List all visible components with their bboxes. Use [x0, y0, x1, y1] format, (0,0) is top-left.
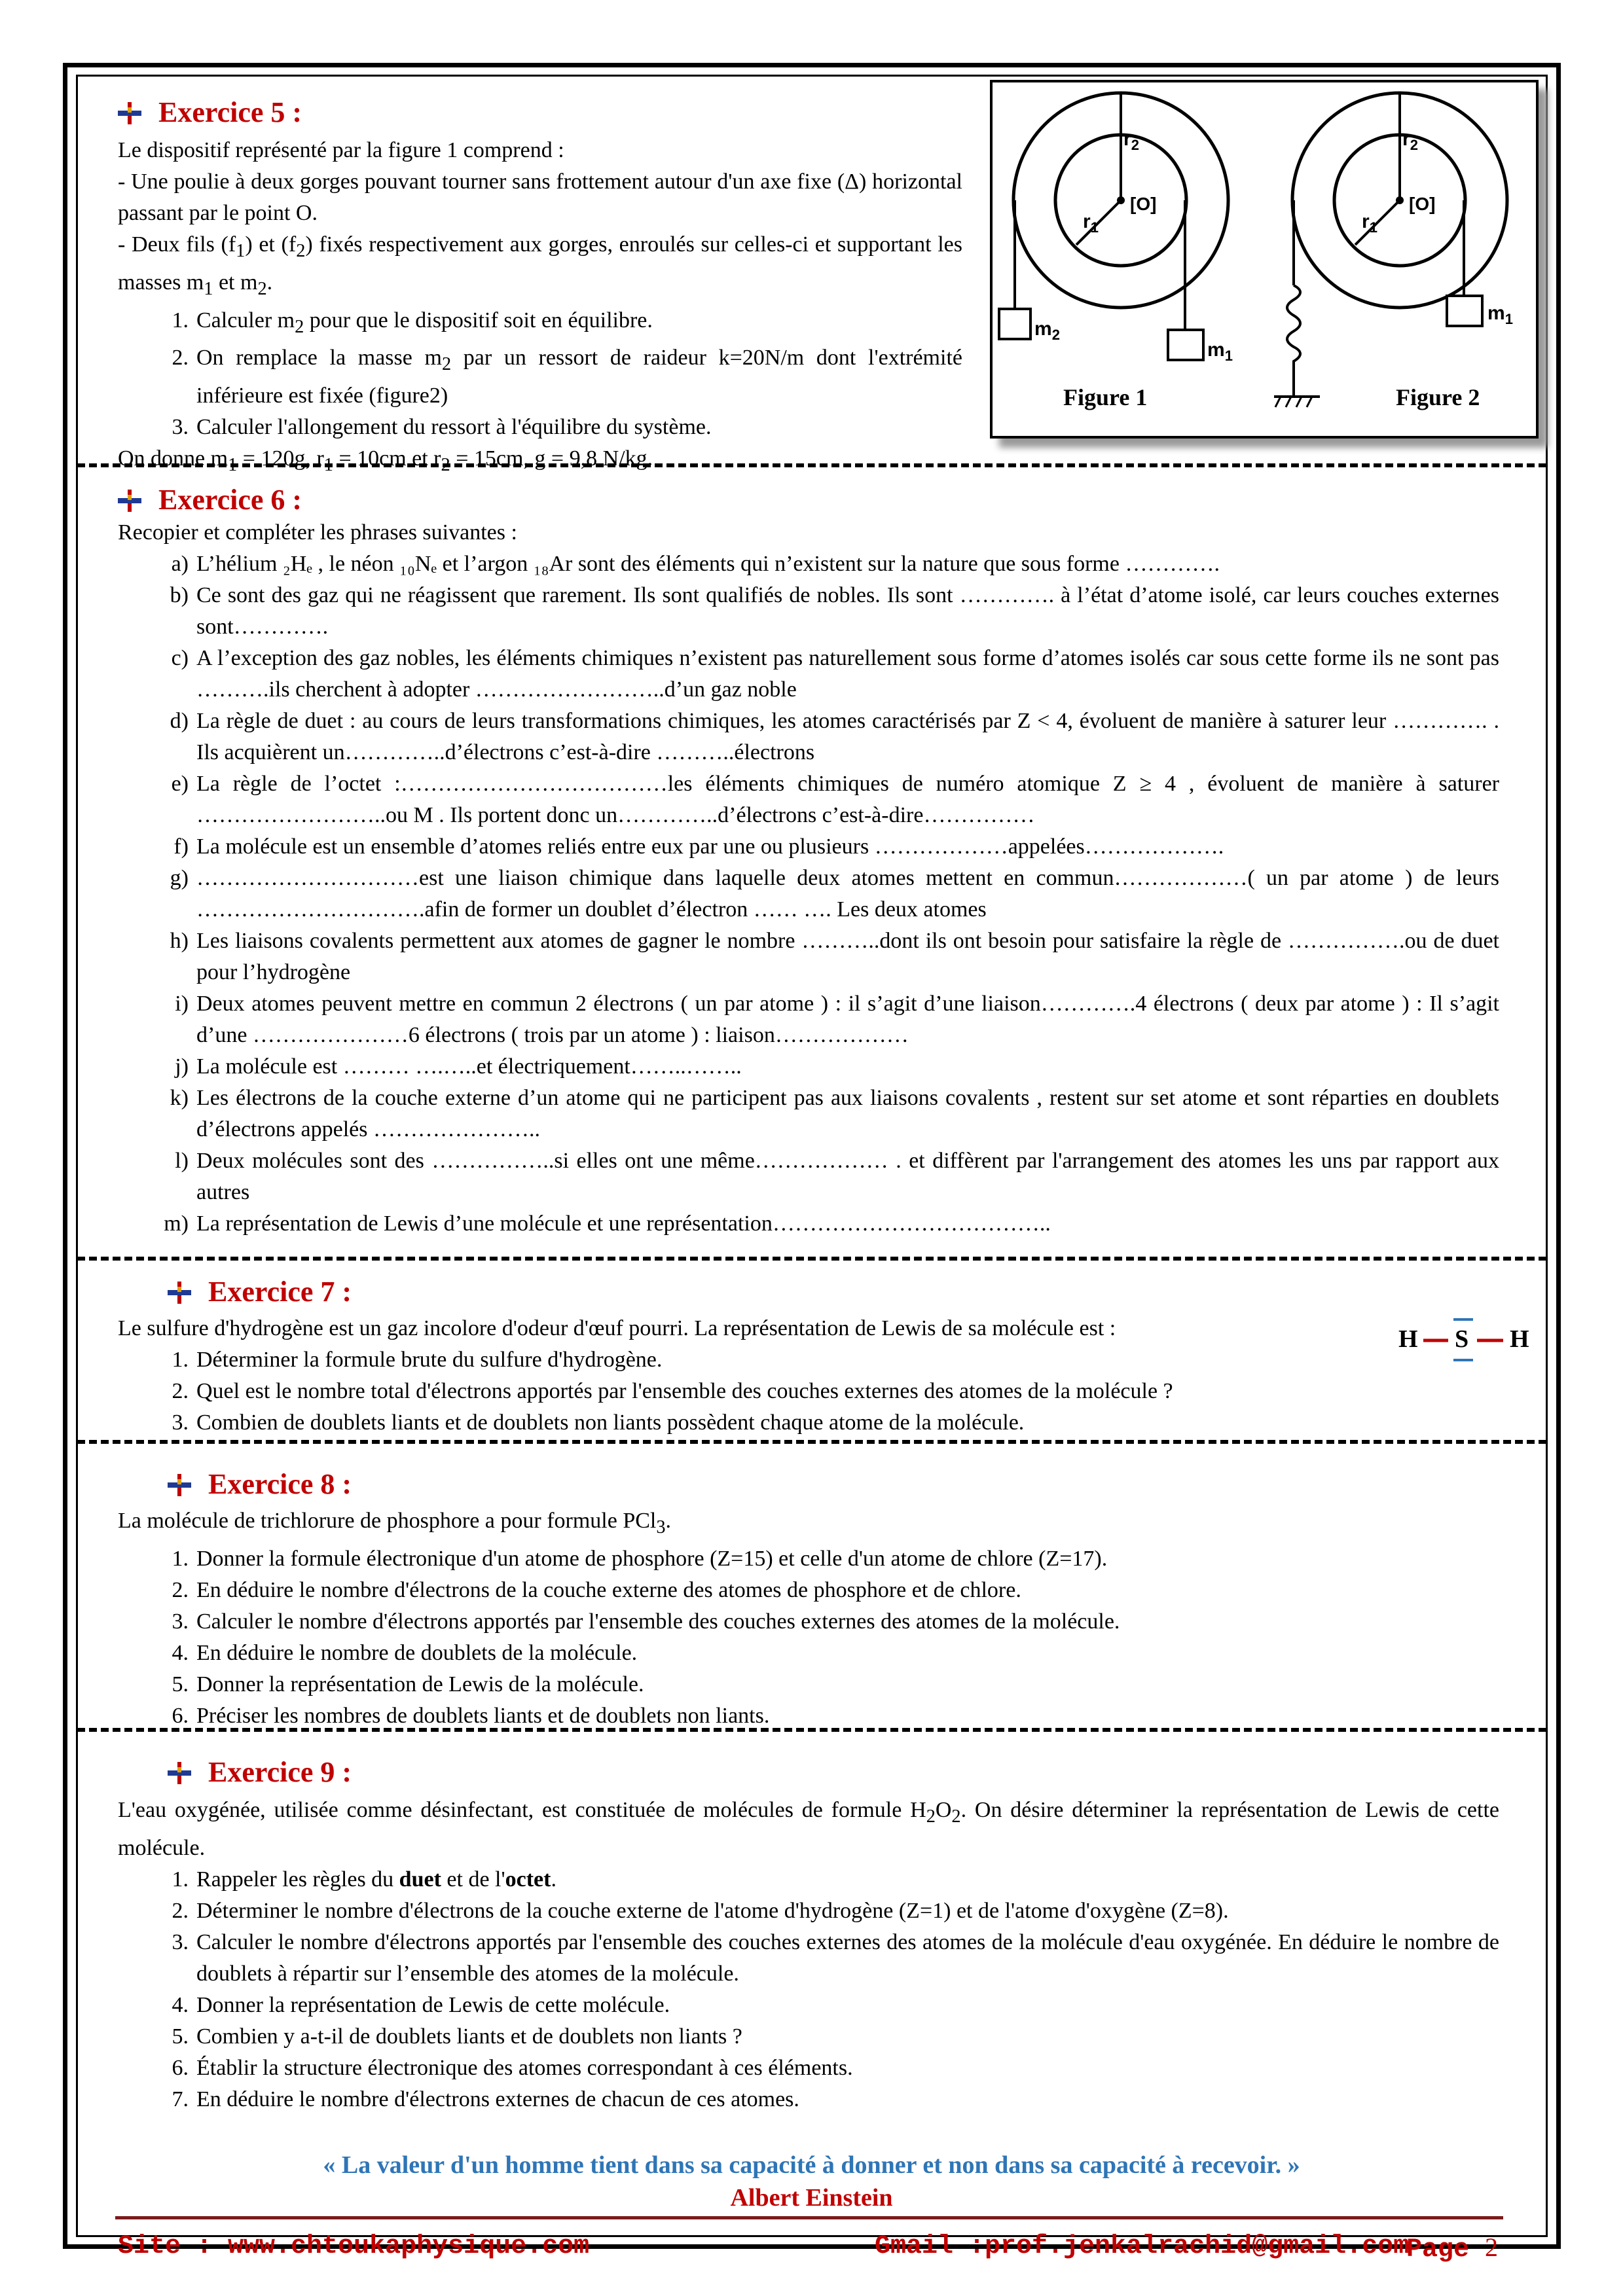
label-m2-fig1: $m_2$ [1034, 318, 1060, 343]
footer-rule [115, 2216, 1503, 2219]
ex8-question-3: 3. Calculer le nombre d'électrons apportés par l'ensemble des couches externes des atomes de la molécule. [172, 1609, 1120, 1634]
ex8-question-6: 6. Préciser les nombres de doublets liants et de doublets non liants. [172, 1703, 770, 1728]
exercise-5-title: Exercice 5 : [118, 96, 302, 129]
ex5-question-3: 3. Calculer l'allongement du ressort à l'équilibre du système. [172, 415, 712, 440]
ex7-question-3: 3. Combien de doublets liants et de doublets non liants possèdent chaque atome de la molécule. [172, 1410, 1025, 1435]
ex5-threads: - Deux fils $(f_1)$ et $(f_2)$ fixés respectivement aux gorges, enroulés sur celles-ci et supportant les masses $m_1$ et $m_2$. [118, 232, 962, 299]
label-r1-fig2: $r_1$ [1362, 211, 1377, 236]
ex7-question-list [118, 1344, 1499, 1439]
ex9-question-2: 2. Déterminer le nombre d'électrons de la couche externe de l'atome d'hydrogène (Z=1) et de l'atome d'oxygène (Z=8). [172, 1898, 1229, 1923]
label-r2-fig2: $r_2$ [1402, 128, 1418, 153]
exercise-7-body [118, 1313, 1499, 1439]
ex9-question-3: 3. Calculer le nombre d'électrons apportés par l'ensemble des couches externes des atomes de la molécule d'eau oxygénée. En déduire le nombre de doublets à répartir sur l’ensemble des atomes de la molécule. [172, 1929, 1499, 1986]
bullet-icon [168, 1278, 191, 1300]
quote: « La valeur d'un homme tient dans sa capacité à donner et non dans sa capacité à recevoir. » [323, 2151, 1300, 2179]
label-O-fig1: [O] [1130, 194, 1157, 214]
h2s-lewis-structure [1398, 1316, 1529, 1361]
ex6-sentence-list [118, 548, 1499, 1240]
exercise-8-title: Exercice 8 : [168, 1467, 352, 1501]
lewis-h-left: H [1398, 1325, 1418, 1353]
ex6-sentence-9: i) Deux atomes peuvent mettre en commun 2 électrons ( un par atome ) : il s’agit d’une liaison………….4 électrons ( deux par atome ) : Il s’agit d’une …………………6 électrons ( trois par un atome ) : liaison……………… [175, 992, 1499, 1047]
ex6-sentence-8: h) Les liaisons covalents permettent aux atomes de gagner le nombre ………..dont ils ont besoin pour satisfaire la règle de …………….ou de duet pour l’hydrogène [170, 929, 1499, 984]
bullet-icon [168, 1758, 191, 1780]
separator-2 [77, 1257, 1546, 1261]
ex6-sentence-3: c) A l’exception des gaz nobles, les éléments chimiques n’existent pas naturellement sous forme d’atomes isolés car sous cette forme ils ne sont pas ……….ils cherchent à adopter ……………………..d’un gaz noble [171, 646, 1499, 702]
label-m1-fig2: $m_1$ [1487, 302, 1513, 327]
ex6-sentence-11: k) Les électrons de la couche externe d’un atome qui ne participent pas aux liaisons covalents , restent sur set atome et sont réparties en doublets d’électrons appelés ………………….. [170, 1086, 1499, 1141]
separator-1 [77, 463, 1546, 467]
ex6-sentence-12: l) Deux molécules sont des ……………..si elles ont une même……………… . et diffèrent par l'arrangement des atomes les uns par rapport aux autres [175, 1149, 1499, 1204]
separator-3 [77, 1440, 1546, 1444]
ex6-sentence-6: f) La molécule est un ensemble d’atomes reliés entre eux par une ou plusieurs ………………appelées………………. [173, 834, 1224, 859]
label-m1-fig1: $m_1$ [1207, 339, 1233, 364]
ex6-sentence-1: a) L’hélium ₂Hₑ , le néon ₁₀Nₑ et l’argon ₁₈Ar sont des éléments qui n’existent sur la nature que sous forme …………. [171, 552, 1220, 576]
ex9-question-5: 5. Combien y a-t-il de doublets liants et de doublets non liants ? [172, 2024, 742, 2049]
lewis-h-right: H [1510, 1325, 1529, 1353]
lewis-s: S [1455, 1325, 1469, 1353]
exercise-7-title: Exercice 7 : [168, 1275, 352, 1308]
ex9-question-6: 6. Établir la structure électronique des atomes correspondant à ces éléments. [172, 2055, 853, 2080]
ex9-question-4: 4. Donner la représentation de Lewis de cette molécule. [172, 1992, 670, 2017]
ex6-sentence-10: j) La molécule est ……… ….…..et électriquement……..…….. [175, 1054, 742, 1079]
separator-4 [77, 1728, 1546, 1732]
figure-2-caption: Figure 2 [1396, 384, 1480, 410]
bullet-icon [168, 1470, 191, 1492]
ex9-intro: L'eau oxygénée, utilisée comme désinfectant, est constituée de molécules de formule $H_2O_2$. On désire déterminer la représentation de Lewis de cette molécule. [118, 1798, 1499, 1860]
ex6-intro: Recopier et compléter les phrases suivantes : [118, 520, 517, 545]
ex9-question-7: 7. En déduire le nombre d'électrons externes de chacun de ces atomes. [172, 2087, 799, 2111]
ex8-question-list [118, 1543, 1499, 1732]
bullet-icon [118, 486, 141, 508]
label-O-fig2: [O] [1409, 194, 1436, 214]
exercise-8-body [118, 1505, 1499, 1732]
ex8-question-2: 2. En déduire le nombre d'électrons de la couche externe des atomes de phosphore et de chlore. [172, 1577, 1021, 1602]
footer-page-number: Page 2 [1406, 2233, 1499, 2265]
exercise-6-title: Exercice 6 : [118, 483, 302, 516]
exercise-6-body [118, 517, 1499, 1240]
ex6-sentence-13: m) La représentation de Lewis d’une molécule et une représentation……………………………….. [164, 1211, 1051, 1236]
footer-email[interactable]: Gmail :prof.jenkalrachid@gmail.com [875, 2232, 1410, 2261]
bullet-icon [118, 98, 141, 120]
quote-author: Albert Einstein [730, 2184, 893, 2212]
ex8-question-5: 5. Donner la représentation de Lewis de la molécule. [172, 1672, 644, 1696]
ex5-pulley: - Une poulie à deux gorges pouvant tourner sans frottement autour d'un axe fixe (Δ) horizontal passant par le point O. [118, 170, 962, 225]
label-r1-fig1: $r_1$ [1083, 211, 1099, 236]
ex6-sentence-5: e) La règle de l’octet :………………………………les éléments chimiques de numéro atomique Z ≥ 4 , évoluent de manière à saturer ……………………..ou M . Ils portent donc un…………..d’électrons c’est-à-dire…………… [171, 772, 1499, 827]
ex5-given-data: On donne $m_1 = 120g$, $r_1 = 10cm$ et $r_2 = 15cm$, g = 9,8 N/kg. [118, 446, 653, 475]
ex6-sentence-2: b) Ce sont des gaz qui ne réagissent que rarement. Ils sont qualifiés de nobles. Ils sont …………. à l’état d’atome isolé, car leurs couches externes sont…………. [170, 583, 1499, 639]
ex5-question-1: 1. Calculer $m_2$ pour que le dispositif soit en équilibre. [172, 308, 653, 337]
ex8-question-1: 1. Donner la formule électronique d'un atome de phosphore (Z=15) et celle d'un atome de chlore (Z=17). [172, 1546, 1108, 1571]
ex8-intro: La molécule de trichlorure de phosphore a pour formule PCl$_3$. [118, 1509, 672, 1537]
label-r2-fig1: $r_2$ [1123, 128, 1139, 153]
ex8-question-4: 4. En déduire le nombre de doublets de la molécule. [172, 1640, 638, 1665]
exercise-9-title: Exercice 9 : [168, 1755, 352, 1789]
ex7-question-2: 2. Quel est le nombre total d'électrons apportés par l'ensemble des couches externes des atomes de la molécule ? [172, 1379, 1173, 1403]
ex5-intro: Le dispositif représenté par la figure 1 comprend : [118, 138, 564, 162]
figure-1-caption: Figure 1 [1063, 384, 1148, 410]
pulley-figures [990, 80, 1539, 439]
ex6-sentence-4: d) La règle de duet : au cours de leurs transformations chimiques, les atomes caractérisés par Z < 4, évoluent de manière à saturer leur …………. . Ils acquièrent un…………..d’électrons c’est-à-dire ………..électrons [170, 709, 1499, 764]
footer-site[interactable]: Site : www.chtoukaphysique.com [118, 2232, 590, 2261]
exercise-5-body [118, 135, 962, 481]
exercise-9-body [118, 1795, 1499, 2115]
ex9-question-1: 1. Rappeler les règles du duet et de l'octet. [172, 1867, 556, 1892]
ex9-question-list [118, 1895, 1499, 2115]
ex5-question-2: 2. On remplace la masse $m_2$ par un ressort de raideur k=20N/m dont l'extrémité inférieure est fixée (figure2) [172, 346, 962, 408]
ex7-intro: Le sulfure d'hydrogène est un gaz incolore d'odeur d'œuf pourri. La représentation de Lewis de sa molécule est : [118, 1316, 1116, 1340]
ex7-question-1: 1. Déterminer la formule brute du sulfure d'hydrogène. [172, 1348, 663, 1372]
ex6-sentence-7: g) …………………………est une liaison chimique dans laquelle deux atomes mettent en commun………………( un par atome ) de leurs ………………………….afin de former un doublet d’électron …… …. Les deux atomes [170, 866, 1499, 922]
